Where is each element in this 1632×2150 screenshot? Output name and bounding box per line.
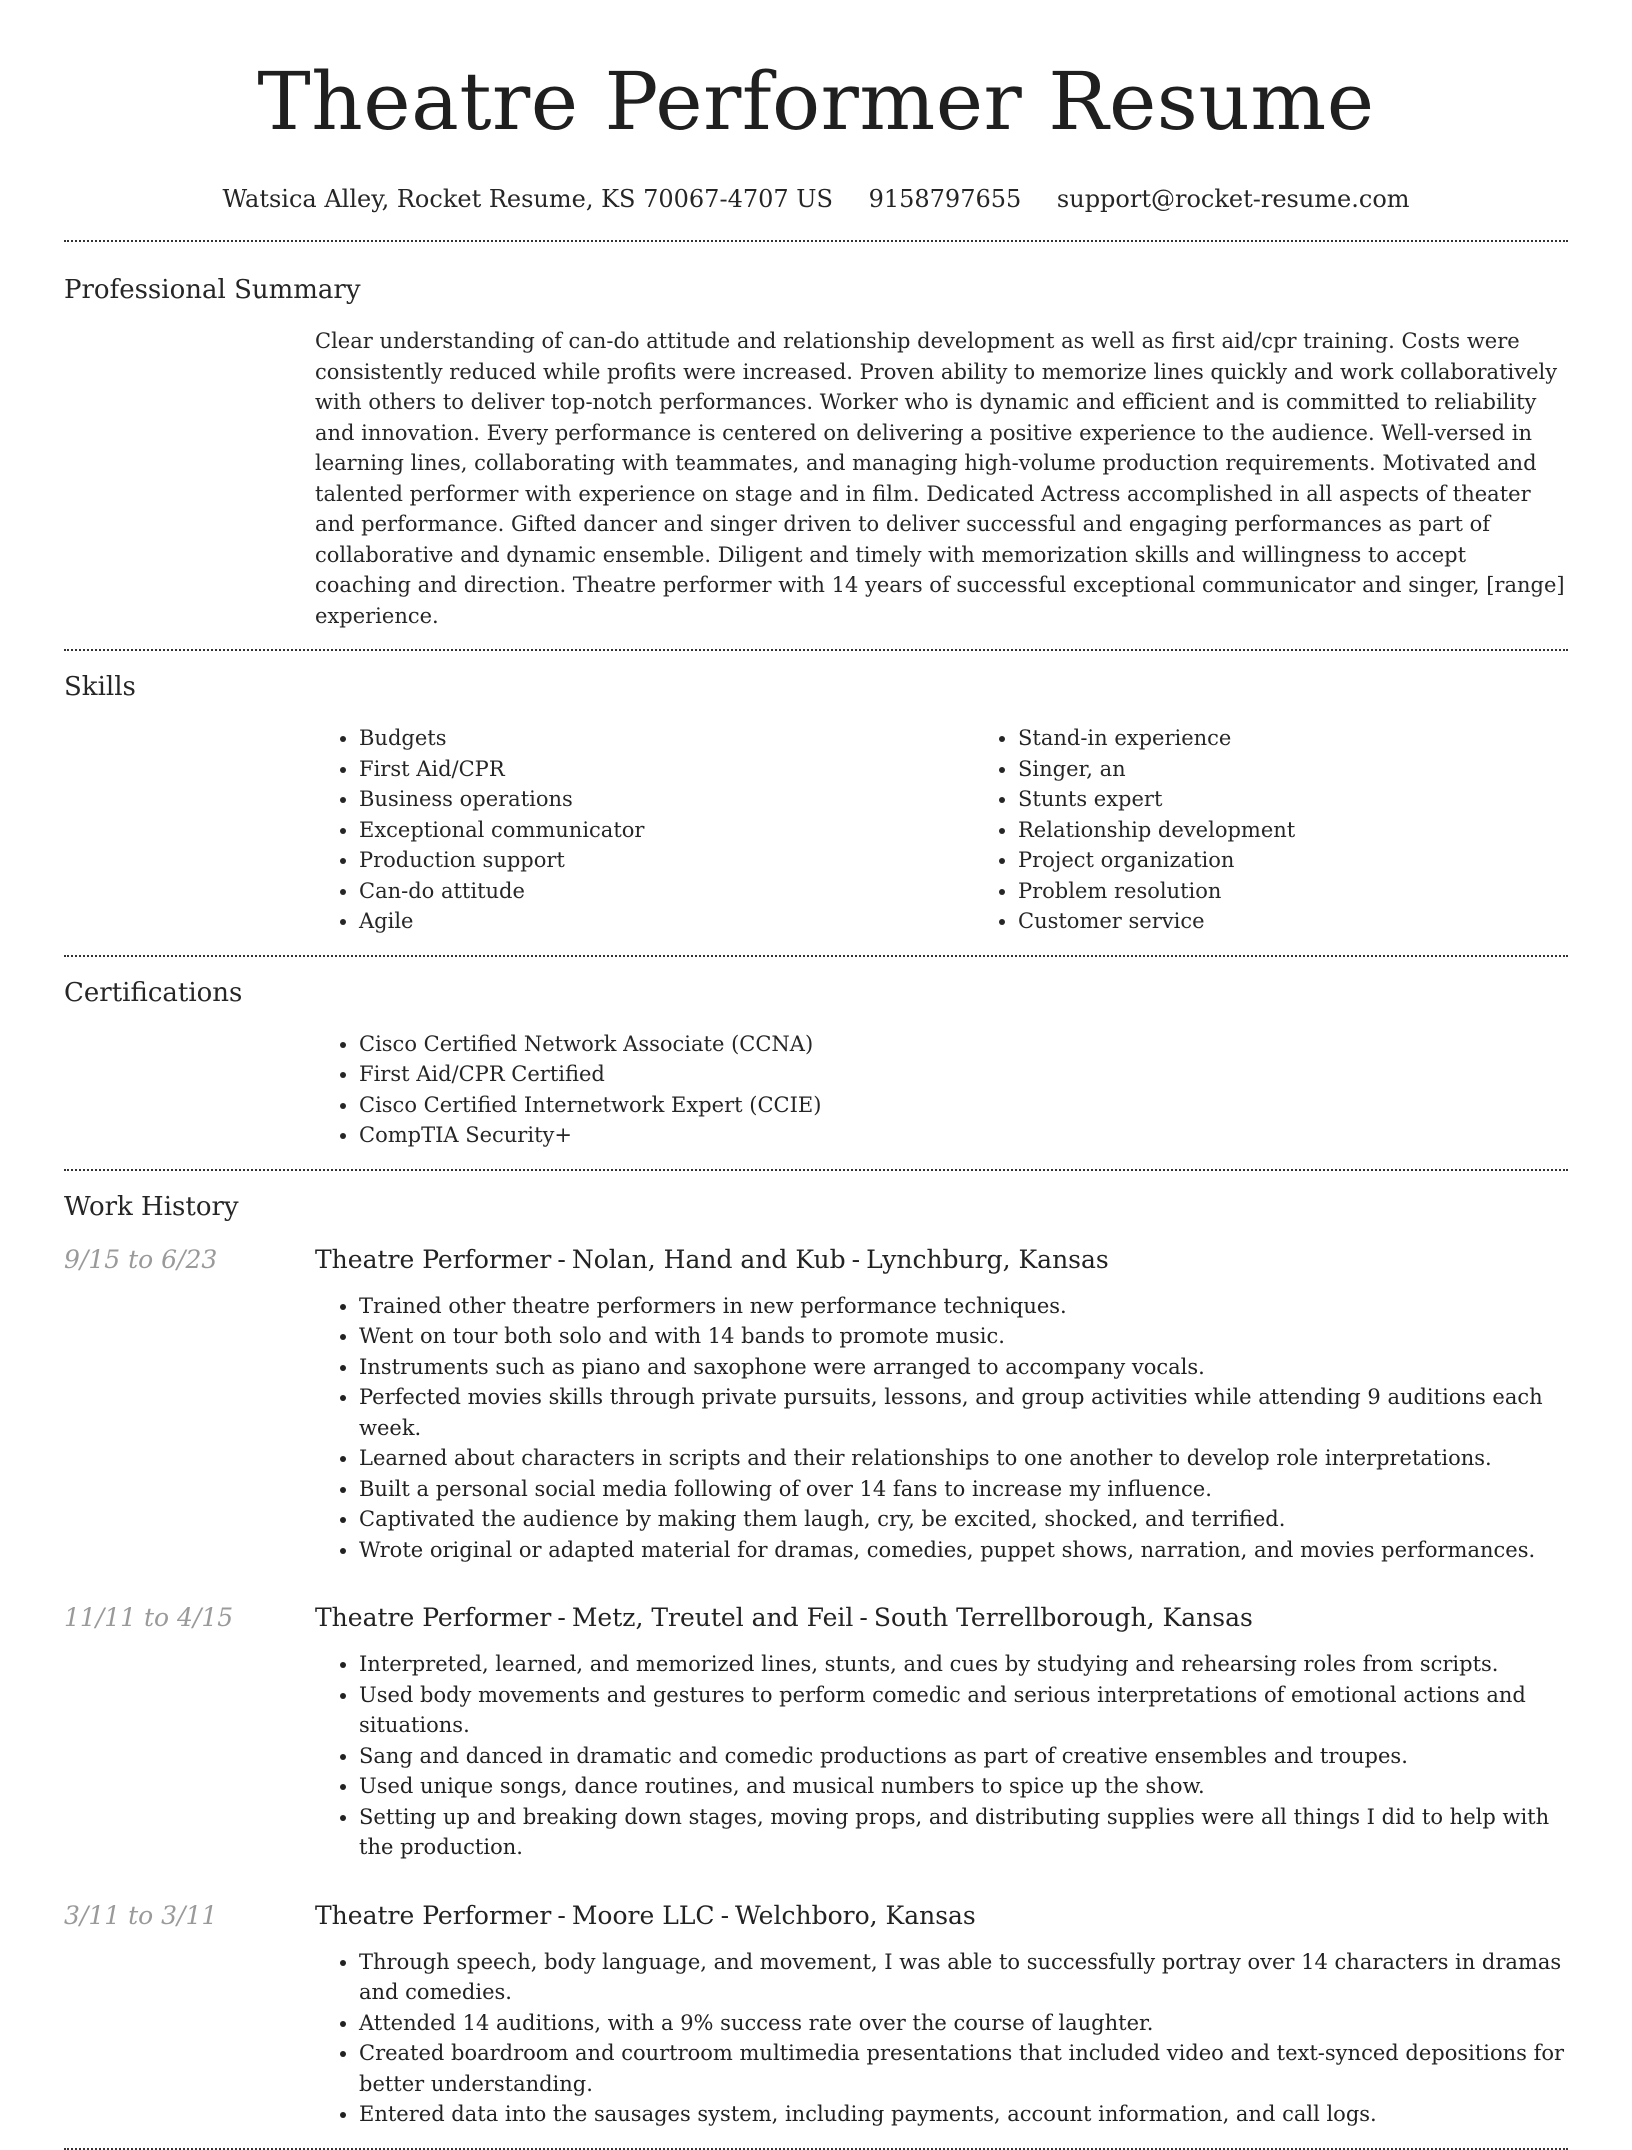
skill-item: • Stand-in experience bbox=[1018, 723, 1632, 754]
job-bullet: • Sang and danced in dramatic and comedic productions as part of creative ensembles and troupes. bbox=[359, 1741, 1568, 1772]
job-body bbox=[315, 1243, 1568, 1566]
work-history-section bbox=[64, 1171, 1568, 2148]
job-dates: 11/11 to 4/15 bbox=[64, 1603, 234, 1632]
skill-item: • Singer, an bbox=[1018, 754, 1632, 785]
job-dates: 3/11 to 3/11 bbox=[64, 1900, 218, 1930]
contact-phone: 9158797655 bbox=[868, 185, 1022, 213]
skill-item: • Production support bbox=[359, 845, 974, 876]
job-company: Moore LLC bbox=[571, 1900, 715, 1930]
contact-line bbox=[64, 182, 1568, 216]
job-title: Theatre Performer - Nolan, Hand and Kub - Lynchburg, Kansas bbox=[315, 1244, 1109, 1274]
job-bullet: • Setting up and breaking down stages, moving props, and distributing supplies were all things I did to help with the production. bbox=[359, 1802, 1568, 1863]
job-body bbox=[315, 1899, 1568, 2130]
skill-item: • Exceptional communicator bbox=[359, 815, 974, 846]
certifications-section bbox=[64, 957, 1568, 1169]
job-bullet: • Wrote original or adapted material for dramas, comedies, puppet shows, narration, and movies performances. bbox=[359, 1535, 1568, 1566]
skills-list-left bbox=[315, 723, 974, 937]
skill-item: • First Aid/CPR bbox=[359, 754, 974, 785]
job-dates: 9/15 to 6/23 bbox=[64, 1244, 218, 1274]
job-role: Theatre Performer bbox=[315, 1603, 552, 1632]
skill-item: • Business operations bbox=[359, 784, 974, 815]
certification-item: • CompTIA Security+ bbox=[359, 1120, 1568, 1151]
summary-content bbox=[315, 326, 1568, 631]
skills-list-right bbox=[974, 723, 1632, 937]
certifications-content bbox=[315, 1029, 1568, 1151]
job-title: Theatre Performer - Moore LLC - Welchboro, Kansas bbox=[315, 1900, 976, 1930]
certification-item: • First Aid/CPR Certified bbox=[359, 1059, 1568, 1090]
skill-item: • Problem resolution bbox=[1018, 876, 1632, 907]
job-bullet: • Captivated the audience by making them laugh, cry, be excited, shocked, and terrified. bbox=[359, 1504, 1568, 1535]
skill-item: • Customer service bbox=[1018, 906, 1632, 937]
summary-text: Clear understanding of can-do attitude and relationship development as well as first aid/cpr training. Costs were consistently reduced while profits were increased. Proven ability to memorize lines quickly and work collaboratively with others to deliver top-notch performances. Worker who is dynamic and efficient and is committed to reliability and innovation. Every performance is centered on delivering a positive experience to the audience. Well-versed in learning lines, collaborating with teammates, and managing high-volume production requirements. Motivated and talented performer with experience on stage and in film. Dedicated Actress accomplished in all aspects of theater and performance. Gifted dancer and singer driven to deliver successful and engaging performances as part of collaborative and dynamic ensemble. Diligent and timely with memorization skills and willingness to accept coaching and direction. Theatre performer with 14 years of successful exceptional communicator and singer, [range] experience. bbox=[315, 329, 1565, 628]
job-bullet: • Interpreted, learned, and memorized lines, stunts, and cues by studying and rehearsing roles from scripts. bbox=[359, 1649, 1568, 1680]
job-bullet: • Trained other theatre performers in new performance techniques. bbox=[359, 1291, 1568, 1322]
job-bullet: • Through speech, body language, and movement, I was able to successfully portray over 14 characters in dramas and comedies. bbox=[359, 1947, 1568, 2008]
job-bullet: • Built a personal social media following of over 14 fans to increase my influence. bbox=[359, 1474, 1568, 1505]
job-bullets bbox=[315, 1649, 1568, 1863]
job-bullet: • Instruments such as piano and saxophone were arranged to accompany vocals. bbox=[359, 1352, 1568, 1383]
job-bullet: • Went on tour both solo and with 14 bands to promote music. bbox=[359, 1321, 1568, 1352]
section-divider bbox=[64, 2148, 1568, 2150]
skills-section bbox=[64, 651, 1568, 955]
job-entry bbox=[64, 1601, 1568, 1863]
summary-heading: Professional Summary bbox=[64, 275, 361, 305]
job-role: Theatre Performer bbox=[315, 1900, 552, 1930]
skill-item: • Agile bbox=[359, 906, 974, 937]
job-bullets bbox=[315, 1947, 1568, 2130]
job-bullet: • Entered data into the sausages system, including payments, account information, and call logs. bbox=[359, 2099, 1568, 2130]
skills-grid bbox=[315, 723, 1568, 937]
contact-email: support@rocket-resume.com bbox=[1056, 185, 1410, 213]
job-location: Welchboro, Kansas bbox=[735, 1900, 976, 1930]
certification-item: • Cisco Certified Internetwork Expert (CCIE) bbox=[359, 1090, 1568, 1121]
certifications-list bbox=[315, 1029, 1568, 1151]
skill-item: • Relationship development bbox=[1018, 815, 1632, 846]
job-location: South Terrellborough, Kansas bbox=[873, 1603, 1253, 1632]
job-bullet: • Learned about characters in scripts and their relationships to one another to develop role interpretations. bbox=[359, 1443, 1568, 1474]
resume-document bbox=[64, 0, 1568, 2150]
certification-item: • Cisco Certified Network Associate (CCNA) bbox=[359, 1029, 1568, 1060]
job-entry bbox=[64, 1243, 1568, 1566]
skill-item: • Can-do attitude bbox=[359, 876, 974, 907]
skill-item: • Project organization bbox=[1018, 845, 1632, 876]
job-title: Theatre Performer - Metz, Treutel and Feil - South Terrellborough, Kansas bbox=[315, 1603, 1253, 1632]
job-bullet: • Perfected movies skills through private pursuits, lessons, and group activities while attending 9 auditions each week. bbox=[359, 1382, 1568, 1443]
job-bullet: • Attended 14 auditions, with a 9% success rate over the course of laughter. bbox=[359, 2008, 1568, 2039]
skills-heading: Skills bbox=[64, 672, 136, 702]
skill-item: • Stunts expert bbox=[1018, 784, 1632, 815]
job-body bbox=[315, 1601, 1568, 1863]
skill-item: • Budgets bbox=[359, 723, 974, 754]
job-bullet: • Used body movements and gestures to perform comedic and serious interpretations of emotional actions and situations. bbox=[359, 1680, 1568, 1741]
job-entry bbox=[64, 1899, 1568, 2130]
resume-title: Theatre Performer Resume bbox=[257, 55, 1375, 148]
job-role: Theatre Performer bbox=[315, 1244, 552, 1274]
job-bullets bbox=[315, 1291, 1568, 1566]
job-company: Nolan, Hand and Kub bbox=[571, 1244, 846, 1274]
job-company: Metz, Treutel and Feil bbox=[571, 1603, 854, 1632]
contact-address: Watsica Alley, Rocket Resume, KS 70067-4707 US bbox=[222, 185, 833, 213]
work-history-heading: Work History bbox=[64, 1191, 239, 1222]
job-location: Lynchburg, Kansas bbox=[866, 1244, 1109, 1274]
summary-section bbox=[64, 242, 1568, 649]
job-bullet: • Used unique songs, dance routines, and musical numbers to spice up the show. bbox=[359, 1771, 1568, 1802]
certifications-heading: Certifications bbox=[64, 977, 243, 1008]
job-bullet: • Created boardroom and courtroom multimedia presentations that included video and text-synced depositions for better understanding. bbox=[359, 2038, 1568, 2099]
